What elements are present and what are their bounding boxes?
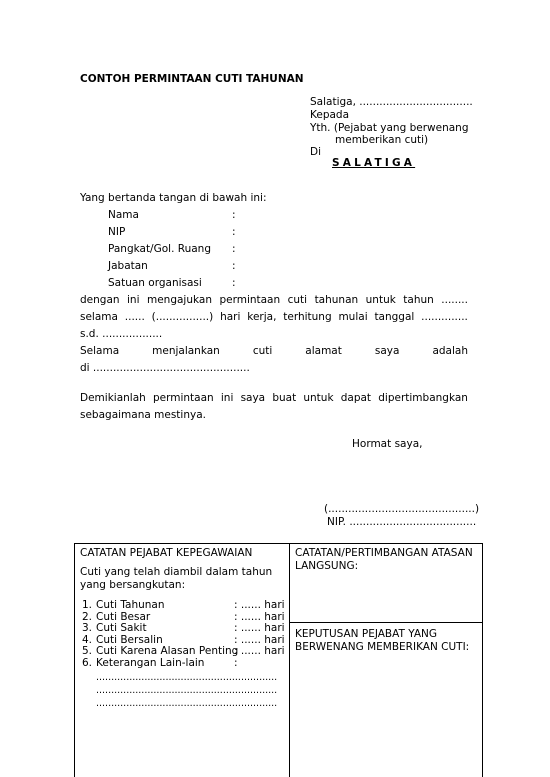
leave-value: : ...... hari — [234, 645, 285, 657]
left-intro-1: Cuti yang telah diambil dalam tahun — [80, 566, 273, 578]
table-middle-divider — [289, 543, 290, 777]
page-title: CONTOH PERMINTAAN CUTI TAHUNAN — [80, 73, 304, 85]
decision-header-1: KEPUTUSAN PEJABAT YANG — [295, 628, 438, 640]
word: kerja, — [247, 311, 277, 323]
notes-dotted-line: ............................................................ — [96, 698, 278, 709]
body-line-5: di ............................................... — [80, 362, 250, 374]
word: tanggal — [374, 311, 415, 323]
word: buat — [272, 392, 297, 404]
leave-item — [82, 623, 285, 635]
word: Demikianlah — [80, 392, 146, 404]
closing-line-2: sebagaimana mestinya. — [80, 409, 206, 421]
word: mengajukan — [146, 294, 212, 306]
body-line-1 — [80, 294, 468, 307]
word: permintaan — [152, 392, 214, 404]
leave-value: : ...... hari — [234, 622, 285, 634]
word: (................) — [151, 311, 214, 323]
closing-line-1 — [80, 392, 468, 405]
field-colon: : — [232, 226, 236, 238]
address-city: SALATIGA — [332, 157, 416, 169]
word: cuti — [252, 345, 273, 357]
leave-num: 4. — [82, 633, 93, 646]
leave-name: Keterangan Lain-lain — [96, 656, 205, 669]
leave-num: 2. — [82, 610, 93, 623]
leave-name: Cuti Bersalin — [96, 633, 163, 646]
leave-num: 1. — [82, 599, 93, 611]
word: tahunan — [314, 294, 359, 306]
word: tahun — [403, 294, 434, 306]
leave-name: Cuti Sakit — [96, 622, 147, 634]
word: hari — [220, 311, 241, 323]
leave-num: 3. — [82, 622, 93, 634]
word: selama — [80, 311, 118, 323]
notes-dotted-line: ............................................................ — [96, 685, 278, 696]
field-label-jabatan: Jabatan — [108, 260, 148, 272]
leave-name: Cuti Karena Alasan Penting — [96, 645, 239, 657]
table-right-split — [289, 622, 483, 623]
address-to: Kepada — [310, 109, 350, 121]
word: untuk — [303, 392, 334, 404]
address-yth-line2: memberikan cuti) — [335, 134, 429, 146]
word: saya — [374, 345, 400, 357]
table-left-border — [74, 543, 75, 777]
field-colon: : — [232, 260, 236, 272]
table-right-border — [482, 543, 483, 777]
word: untuk — [365, 294, 396, 306]
leave-value: : ...... hari — [234, 599, 285, 611]
word: permintaan — [219, 294, 281, 306]
word: terhitung — [283, 311, 332, 323]
leave-name: Cuti Besar — [96, 610, 151, 623]
address-yth-line1: Yth. (Pejabat yang berwenang — [310, 122, 469, 134]
leave-item — [82, 600, 285, 612]
word: dapat — [340, 392, 372, 404]
word: dengan — [80, 294, 120, 306]
signature-name-line: (............................................) — [324, 503, 480, 515]
field-colon: : — [232, 209, 236, 221]
left-header: CATATAN PEJABAT KEPEGAWAIAN — [80, 547, 253, 559]
left-intro-2: yang bersangkutan: — [80, 579, 186, 591]
leave-value: : ...... hari — [234, 610, 285, 623]
word: menjalankan — [152, 345, 220, 357]
right-header-2: LANGSUNG: — [295, 560, 359, 572]
field-label-nip: NIP — [108, 226, 126, 238]
word: mulai — [338, 311, 368, 323]
word: ...... — [124, 311, 145, 323]
word: saya — [240, 392, 266, 404]
decision-header-2: BERWENANG MEMBERIKAN CUTI: — [295, 641, 470, 653]
word: adalah — [432, 345, 468, 357]
leave-value: : ...... hari — [234, 633, 285, 646]
word: alamat — [305, 345, 342, 357]
field-label-pangkat: Pangkat/Gol. Ruang — [108, 243, 211, 255]
leave-item — [82, 658, 238, 670]
leave-name: Cuti Tahunan — [96, 599, 165, 611]
intro-text: Yang bertanda tangan di bawah ini: — [80, 192, 267, 204]
table-top-border — [74, 543, 483, 544]
leave-value: : — [234, 656, 238, 669]
leave-num: 6. — [82, 656, 93, 669]
body-line-4 — [80, 345, 468, 358]
body-line-2 — [80, 311, 468, 324]
word: ini — [220, 392, 234, 404]
signature-nip-line: NIP. ...................................... — [327, 516, 477, 528]
leave-item — [82, 646, 285, 658]
word: .............. — [421, 311, 468, 323]
right-header-1: CATATAN/PERTIMBANGAN ATASAN — [295, 547, 473, 559]
word: cuti — [287, 294, 308, 306]
leave-num: 5. — [82, 645, 93, 657]
field-label-satuan: Satuan organisasi — [108, 277, 202, 289]
field-colon: : — [232, 277, 236, 289]
word: dipertimbangkan — [378, 392, 468, 404]
regards: Hormat saya, — [352, 438, 423, 450]
address-di: Di — [310, 146, 322, 158]
word: Selama — [80, 345, 120, 357]
place-date: Salatiga, .................................. — [310, 96, 473, 108]
field-label-nama: Nama — [108, 209, 139, 221]
field-colon: : — [232, 243, 236, 255]
notes-dotted-line: ............................................................ — [96, 672, 278, 683]
body-line-3: s.d. .................. — [80, 328, 163, 340]
word: ........ — [441, 294, 468, 306]
word: ini — [127, 294, 140, 306]
